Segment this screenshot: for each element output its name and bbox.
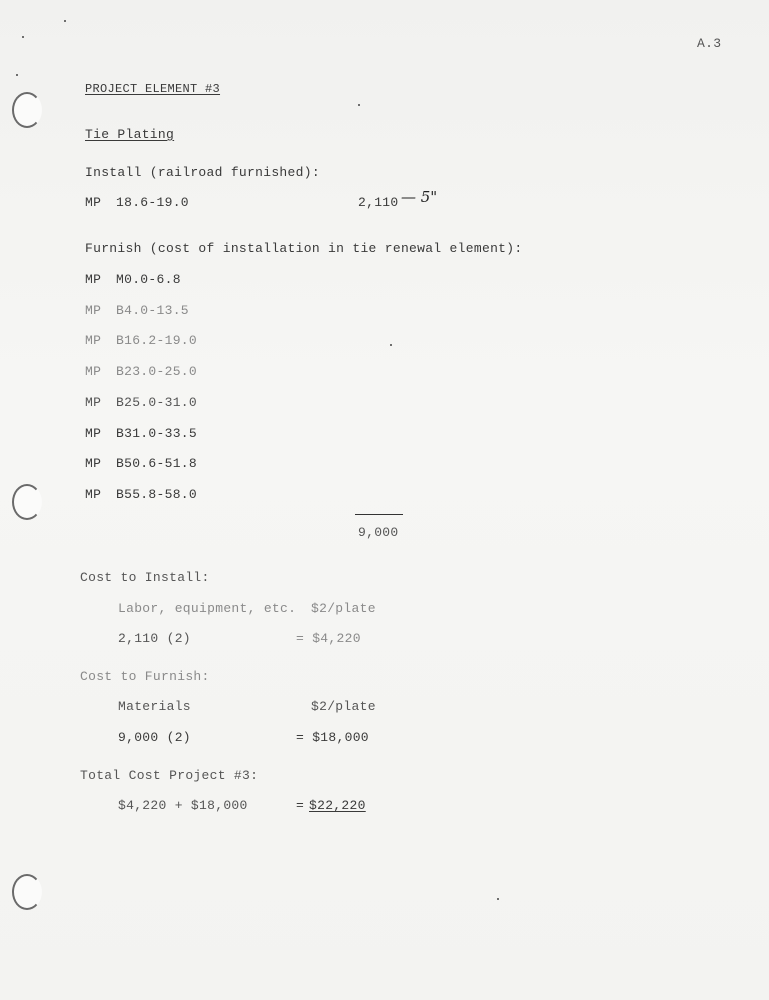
install-label: Install (railroad furnished): [85,165,320,180]
furnish-mp: MP [85,426,102,441]
furnish-range: B50.6-51.8 [116,456,198,471]
furnish-total: 9,000 [358,525,399,540]
handwritten-note: — 5" [401,188,438,206]
cost-install-label: Cost to Install: [80,570,210,585]
speck [390,344,392,346]
section-title: Tie Plating [85,127,175,142]
install-mp: MP [85,195,102,210]
furnish-mp: MP [85,487,102,502]
furnish-label: Furnish (cost of installation in tie renewal element): [85,241,523,256]
cost-furnish-line1-right: $2/plate [311,699,376,714]
total-value: $22,220 [309,798,366,813]
cost-furnish-line2-left: 9,000 (2) [118,730,191,745]
furnish-range: B25.0-31.0 [116,395,198,410]
total-expression: $4,220 + $18,000 [118,798,248,813]
page-heading: PROJECT ELEMENT #3 [85,82,221,96]
binder-hole-icon [12,92,42,128]
speck [358,104,360,106]
total-label: Total Cost Project #3: [80,768,259,783]
furnish-range: M0.0-6.8 [116,272,181,287]
furnish-mp: MP [85,272,102,287]
furnish-mp: MP [85,395,102,410]
furnish-mp: MP [85,364,102,379]
cost-furnish-label: Cost to Furnish: [80,669,210,684]
furnish-range: B31.0-33.5 [116,426,198,441]
cost-install-line1-right: $2/plate [311,601,376,616]
furnish-range: B16.2-19.0 [116,333,198,348]
speck [22,36,24,38]
total-equals: = [296,798,305,813]
furnish-range: B23.0-25.0 [116,364,198,379]
binder-hole-icon [12,484,42,520]
cost-install-line2-left: 2,110 (2) [118,631,191,646]
speck [16,74,18,76]
speck [64,20,66,22]
sum-rule [355,514,403,515]
speck [497,898,499,900]
cost-furnish-line2-right: = $18,000 [296,730,369,745]
furnish-range: B55.8-58.0 [116,487,198,502]
cost-furnish-line1-left: Materials [118,699,191,714]
install-quantity: 2,110 [358,195,399,210]
install-range: 18.6-19.0 [116,195,189,210]
cost-install-line2-right: = $4,220 [296,631,361,646]
furnish-range: B4.0-13.5 [116,303,189,318]
furnish-mp: MP [85,333,102,348]
binder-hole-icon [12,874,42,910]
furnish-mp: MP [85,303,102,318]
cost-install-line1-left: Labor, equipment, etc. [118,601,297,616]
furnish-mp: MP [85,456,102,471]
page-label: A.3 [697,36,722,51]
